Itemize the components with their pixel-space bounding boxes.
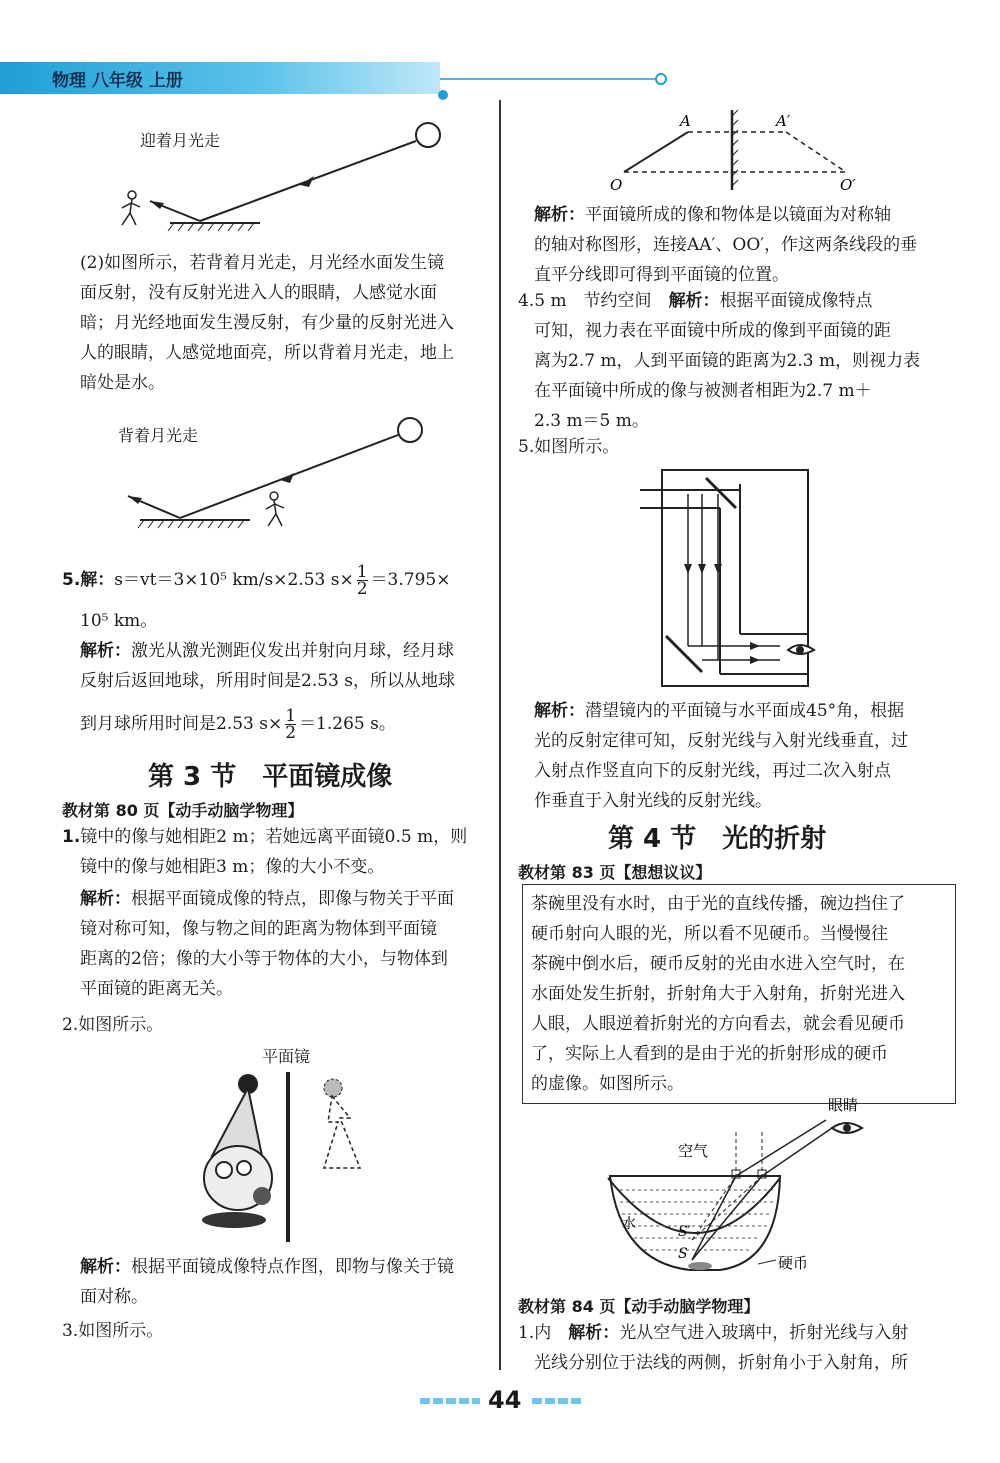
discussion-box: 茶碗里没有水时，由于光的直线传播，碗边挡住了 硬币射向人眼的光，所以看不见硬币。当慢慢往 茶碗中倒水后，硬币反射的光由水进入空气时，在 水面处发生折射，折射角大于入射角，折射光进入 人眼，人眼逆着折射光的方向看去，就会看见硬币 了，实际上人看到的是由于光的折射形成的硬币 的虚像。如图所示。 — [522, 884, 956, 1104]
mirror-label: 平面镜 — [262, 1047, 311, 1066]
answer-5-analysis-end: 到月球所用时间是2.53 s× $\frac{1}{2}$ ＝1.265 s。 — [80, 706, 396, 743]
footer-decoration — [420, 1398, 480, 1404]
svg-text:水: 水 — [622, 1216, 636, 1232]
header-line — [440, 78, 660, 80]
moon-facing-diagram — [110, 115, 450, 235]
textbook-ref-84: 教材第 84 页【动手动脑学物理】 — [518, 1297, 760, 1316]
answer-5-result: 10⁵ km。 — [80, 611, 158, 631]
svg-text:眼睛: 眼睛 — [828, 1096, 859, 1114]
textbook-ref-83: 教材第 83 页【想想议议】 — [518, 863, 712, 882]
page-number: 44 — [488, 1386, 522, 1414]
answer-1-analysis: 解析：根据平面镜成像的特点，即像与物关于平面 镜对称可知，像与物之间的距离为物体到平面镜 距离的2倍；像的大小等于物体的大小，与物体到 平面镜的距离无关。 — [80, 889, 454, 999]
clown-mirror-diagram — [190, 1068, 390, 1248]
header-title: 物理 八年级 上册 — [52, 71, 183, 91]
textbook-ref-80: 教材第 80 页【动手动脑学物理】 — [62, 801, 304, 820]
svg-text:A: A — [680, 112, 691, 130]
answer-4: 4.5 m 节约空间 解析：根据平面镜成像特点 可知，视力表在平面镜中所成的像到平面镜的距 离为2.7 m，人到平面镜的距离为2.3 m，则视力表 在平面镜中所成的像与被测者相距为2.7 m＋ 2.3 m＝5 m。 — [518, 291, 921, 431]
svg-text:S′: S′ — [678, 1224, 691, 1240]
answer-2: 2.如图所示。 — [62, 1015, 164, 1035]
column-divider — [499, 100, 501, 1370]
figure-label: 背着月光走 — [118, 426, 199, 445]
moon-backing-diagram — [110, 410, 450, 535]
answer-5-formula: 5.解：s＝vt＝3×10⁵ km/s×2.53 s× $\frac{1}{2}$ ＝3.795× — [62, 562, 451, 599]
answer-5-analysis: 解析：潜望镜内的平面镜与水平面成45°角，根据 光的反射定律可知，反射光线与入射光线垂直，过 入射点作竖直向下的反射光线，再过二次入射点 作垂直于入射光线的反射光线。 — [534, 701, 908, 811]
answer-5: 5.如图所示。 — [518, 437, 620, 457]
periscope-diagram — [640, 464, 820, 694]
svg-text:空气: 空气 — [678, 1142, 709, 1160]
mirror-symmetry-diagram — [600, 106, 870, 196]
svg-text:O: O — [610, 176, 623, 194]
answer-2-analysis: 解析：根据平面镜成像特点作图，即物与像关于镜 面对称。 — [80, 1257, 454, 1307]
svg-text:A′: A′ — [776, 112, 791, 130]
section-3-title: 第 3 节 平面镜成像 — [148, 762, 393, 792]
section-4-title: 第 4 节 光的折射 — [608, 824, 827, 854]
textbook-84-answer-1: 1.内 解析：光从空气进入玻璃中，折射光线与入射 光线分别位于法线的两侧，折射角小于入射角，所 — [518, 1323, 909, 1373]
header-dot-icon — [655, 73, 667, 85]
answer-5-analysis: 解析：激光从激光测距仪发出并射向月球，经月球 反射后返回地球，所用时间是2.53 s，所以从地球 — [80, 641, 455, 691]
svg-text:O′: O′ — [840, 176, 856, 194]
svg-text:S: S — [678, 1246, 688, 1262]
answer-1: 1.镜中的像与她相距2 m；若她远离平面镜0.5 m，则 镜中的像与她相距3 m；像的大小不变。 — [62, 827, 468, 877]
answer-3-analysis: 解析：平面镜所成的像和物体是以镜面为对称轴 的轴对称图形，连接AA′、OO′，作这两条线段的垂 直平分线即可得到平面镜的位置。 — [534, 205, 918, 285]
answer-2-paragraph: (2)如图所示，若背着月光走，月光经水面发生镜 面反射，没有反射光进入人的眼睛，人感觉水面 暗；月光经地面发生漫反射，有少量的反射光进入 人的眼睛，人感觉地面亮，所以背着月光走，地上 暗处是水。 — [80, 253, 454, 393]
header-dot-icon — [438, 90, 448, 100]
figure-label: 迎着月光走 — [140, 131, 221, 150]
svg-text:硬币: 硬币 — [778, 1254, 809, 1272]
footer-decoration — [532, 1398, 582, 1404]
bowl-refraction-diagram — [600, 1092, 900, 1282]
answer-3: 3.如图所示。 — [62, 1321, 164, 1341]
